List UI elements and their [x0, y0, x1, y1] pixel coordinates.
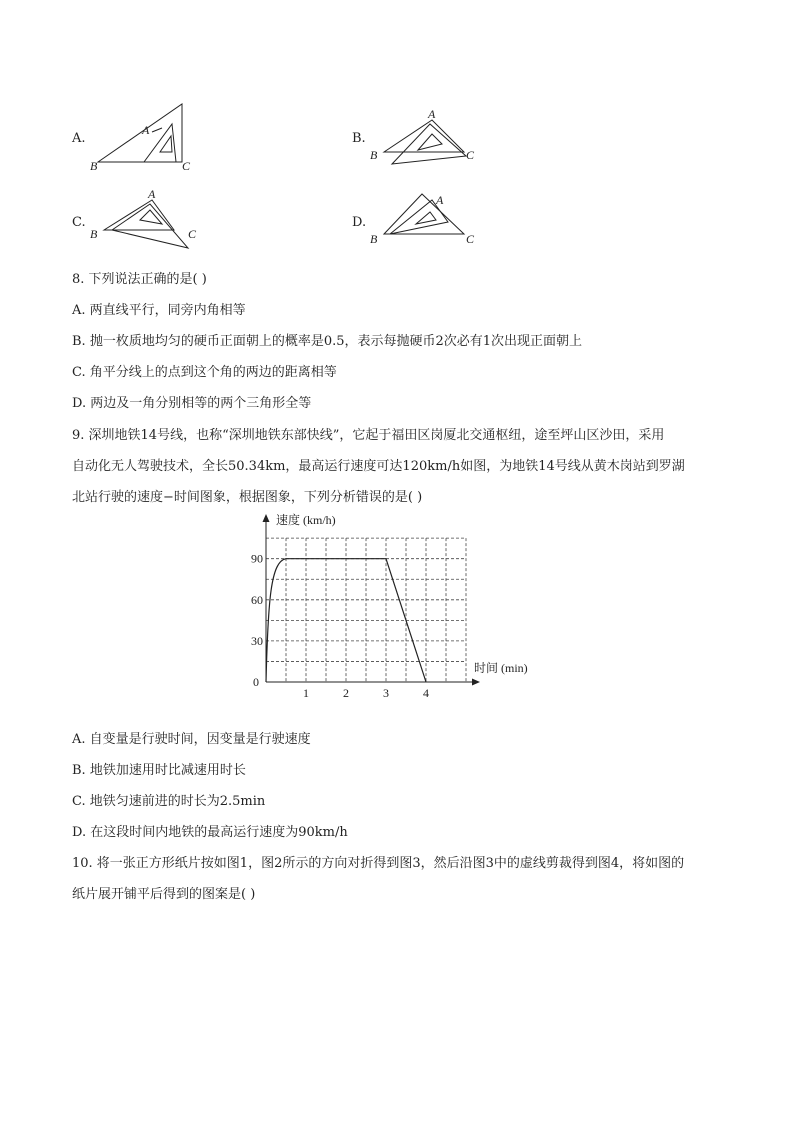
q8-option-c[interactable]: C. 角平分线上的点到这个角的两边的距离相等 — [72, 365, 337, 380]
vertex-a: A — [142, 123, 150, 137]
x-tick-label: 4 — [423, 686, 429, 698]
q8-option-d[interactable]: D. 两边及一角分别相等的两个三角形全等 — [72, 396, 312, 411]
q7-options — [0, 0, 794, 260]
triangle-outer — [98, 104, 182, 162]
speed-time-chart — [240, 508, 550, 698]
q9-option-d[interactable]: D. 在这段时间内地铁的最高运行速度为90km/h — [72, 825, 348, 840]
vertex-b: B — [370, 232, 378, 246]
q7-option-a-figure — [88, 98, 208, 178]
triangle-hole — [416, 212, 436, 224]
vertex-c: C — [182, 159, 191, 173]
triangle-outer — [384, 120, 464, 152]
q9-option-a[interactable]: A. 自变量是行驶时间，因变量是行驶速度 — [72, 732, 311, 747]
origin-label: 0 — [253, 675, 259, 689]
x-tick-label: 1 — [303, 686, 309, 698]
q7-option-a-label[interactable]: A. — [72, 131, 86, 146]
y-axis-label: 速度 (km/h) — [276, 513, 336, 527]
x-axis-label: 时间 (min) — [474, 661, 528, 675]
y-tick-label: 30 — [251, 633, 263, 648]
q7-option-b-figure — [366, 104, 496, 174]
q7-option-c-label[interactable]: C. — [72, 215, 86, 230]
x-tick-label: 2 — [343, 686, 349, 698]
y-tick-label: 90 — [251, 551, 263, 566]
chart-ticks — [251, 552, 429, 698]
vertex-c: C — [466, 232, 475, 246]
vertex-a: A — [428, 107, 436, 121]
vertex-c: C — [188, 227, 197, 241]
vertex-a: A — [436, 193, 444, 207]
chart-grid — [266, 538, 466, 682]
triangle-inner — [392, 124, 466, 164]
q9-stem-line-2: 自动化无人驾驶技术，全长50.34km，最高运行速度可达120km/h如图，为地铁14号线从黄木岗站到罗湖 — [72, 459, 685, 474]
q10-stem-line-1: 10. 将一张正方形纸片按如图1，图2所示的方向对折得到图3，然后沿图3中的虚线剪裁得到图4，将如图的 — [72, 856, 685, 871]
q7-option-b-label[interactable]: B. — [352, 131, 366, 146]
q8-option-a[interactable]: A. 两直线平行，同旁内角相等 — [72, 303, 246, 318]
vertex-b: B — [370, 148, 378, 162]
q9-stem-line-3: 北站行驶的速度−时间图象，根据图象，下列分析错误的是( ) — [72, 490, 423, 505]
q9-stem-line-1: 9. 深圳地铁14号线，也称“深圳地铁东部快线”，它起于福田区岗厦北交通枢纽，途至坪山区沙田，采用 — [72, 428, 665, 443]
triangle-outer — [104, 200, 174, 230]
vertex-c: C — [466, 148, 475, 162]
y-axis-arrow — [263, 514, 270, 522]
q7-option-d-figure — [366, 188, 496, 254]
triangle-outer — [384, 194, 464, 234]
q7-option-d-label[interactable]: D. — [352, 215, 367, 230]
triangle-hole — [418, 134, 442, 150]
q8-option-b[interactable]: B. 抛一枚质地均匀的硬币正面朝上的概率是0.5，表示每抛硬币2次必有1次出现正面朝上 — [72, 334, 583, 349]
x-axis-arrow — [472, 679, 480, 686]
q10-stem-line-2: 纸片展开铺平后得到的图案是( ) — [72, 887, 256, 902]
q9-option-b[interactable]: B. 地铁加速用时比减速用时长 — [72, 763, 246, 778]
q8-stem: 8. 下列说法正确的是( ) — [72, 272, 207, 287]
y-tick-label: 60 — [251, 592, 263, 607]
vertex-b: B — [90, 227, 98, 241]
q9-option-c[interactable]: C. 地铁匀速前进的时长为2.5min — [72, 794, 266, 809]
q7-option-c-figure — [88, 186, 218, 256]
vertex-a: A — [148, 187, 156, 201]
x-tick-label: 3 — [383, 686, 389, 698]
triangle-hole — [140, 210, 162, 224]
vertex-b: B — [90, 159, 98, 173]
